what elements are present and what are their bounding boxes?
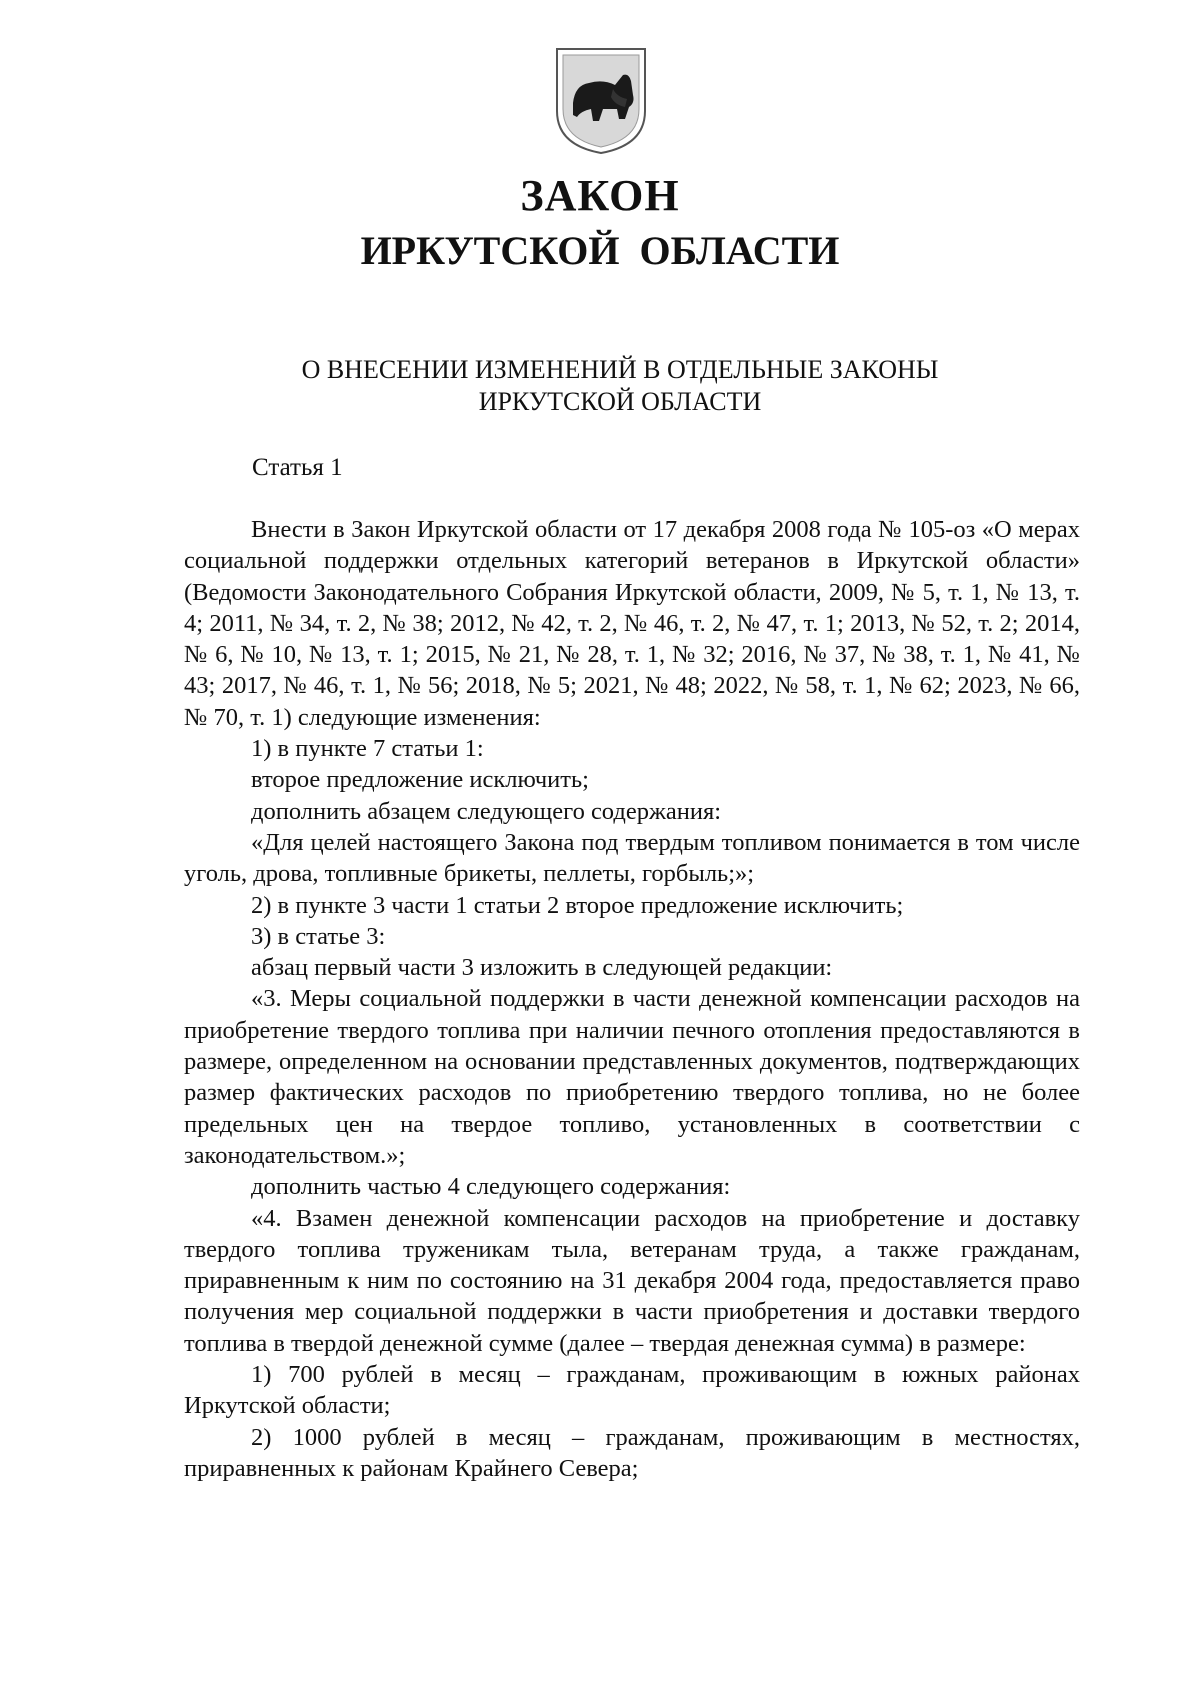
- article-paragraph: 2) 1000 рублей в месяц – гражданам, проживающим в местностях, приравненных к районам Крайнего Севера;: [184, 1423, 1080, 1482]
- article-paragraph: второе предложение исключить;: [251, 766, 589, 794]
- law-heading: [180, 354, 1060, 418]
- law-heading-line: О ВНЕСЕНИИ ИЗМЕНЕНИЙ В ОТДЕЛЬНЫЕ ЗАКОНЫ: [301, 355, 939, 384]
- irkutsk-coat-of-arms-icon: [553, 45, 649, 157]
- article-paragraph: Внести в Закон Иркутской области от 17 декабря 2008 года № 105-оз «О мерах социальной поддержки отдельных категорий ветеранов в Иркутской области» (Ведомости Законодательного Собрания Иркутской области, 2009, № 5, т. 1, № 13, т. 4; 2011, № 34, т. 2, № 38; 2012, № 42, т. 2, № 46, т. 2, № 47, т. 1; 2013, № 52, т. 2; 2014, № 6, № 10, № 13, т. 1; 2015, № 21, № 28, т. 1, № 32; 2016, № 37, № 38, т. 1, № 41, № 43; 2017, № 46, т. 1, № 56; 2018, № 5; 2021, № 48; 2022, № 58, т. 1, № 62; 2023, № 66, № 70, т. 1) следующие изменения:: [184, 516, 1080, 731]
- law-region-title: ИРКУТСКОЙ ОБЛАСТИ: [360, 228, 840, 273]
- article-paragraph: 3) в статье 3:: [251, 922, 386, 950]
- article-paragraph: «3. Меры социальной поддержки в части денежной компенсации расходов на приобретение твердого топлива при наличии печного отопления предоставляются в размере, определенном на основании представленных документов, подтверждающих размер фактических расходов по приобретению твердого топлива, но не более предельных цен на твердое топливо, установленных в соответствии с законодательством.»;: [184, 985, 1080, 1169]
- article-paragraph: «4. Взамен денежной компенсации расходов на приобретение и доставку твердого топлива труженикам тыла, ветеранам труда, а также гражданам, приравненным к ним по состоянию на 31 декабря 2004 года, предоставляется право получения мер социальной поддержки в части приобретения и доставки твердого топлива в твердой денежной сумме (далее – твердая денежная сумма) в размере:: [184, 1204, 1080, 1357]
- article-paragraph: «Для целей настоящего Закона под твердым топливом понимается в том числе уголь, дрова, топливные брикеты, пеллеты, горбыль;»;: [184, 828, 1080, 888]
- article-paragraph: дополнить абзацем следующего содержания:: [251, 797, 722, 825]
- law-title: ЗАКОН: [520, 171, 680, 220]
- article-paragraph: 2) в пункте 3 части 1 статьи 2 второе предложение исключить;: [251, 891, 904, 919]
- article-body: [184, 514, 1080, 1484]
- article-paragraph: дополнить частью 4 следующего содержания:: [251, 1173, 731, 1201]
- article-paragraph: 1) в пункте 7 статьи 1:: [251, 735, 484, 763]
- law-heading-line: ИРКУТСКОЙ ОБЛАСТИ: [478, 387, 762, 416]
- article-paragraph: абзац первый части 3 изложить в следующей редакции:: [251, 954, 833, 982]
- article-title: Статья 1: [252, 454, 343, 481]
- article-paragraph: 1) 700 рублей в месяц – гражданам, проживающим в южных районах Иркутской области;: [184, 1361, 1080, 1420]
